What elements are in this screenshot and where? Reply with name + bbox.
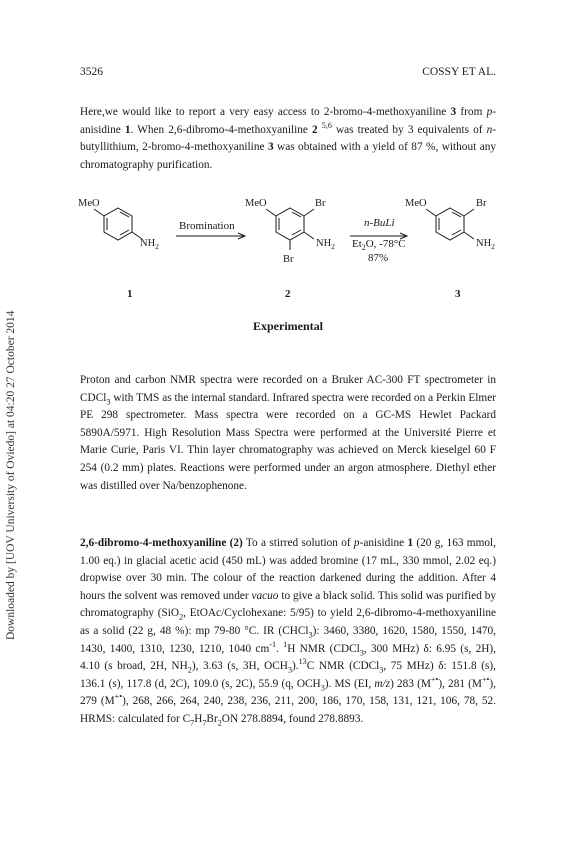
bromo-label: Br xyxy=(476,198,487,209)
benzene-ring-2 xyxy=(266,208,314,250)
procedure-title: 2,6-dibromo-4-methoxyaniline (2) xyxy=(80,537,243,549)
section-heading: Experimental xyxy=(253,319,323,333)
procedure-paragraph: 2,6-dibromo-4-methoxyaniline (2) To a stirred solution of p-anisidine 1 (20 g, 163 mmol, 1.00 eq.) in glacial acetic acid (450 mL) was added bromine (17 mL, 330 mmol, 2.02 eq.) dropwise over 30 min. The colour of the reaction darkened during the addition. After 4 hours the solvent was removed under vacuo to give a black solid. This solid was purified by chromatography (SiO$_2$, EtOAc/Cyclohexane: 5/95) to yield 2,6-dibromo-4-methoxyaniline as a solid (22 g, 48 %): mp 79-80 °C. IR (CHCl$_3$): 3460, 3380, 1620, 1580, 1550, 1470, 1430, 1400, 1310, 1230, 1210, 1040 $cm^{-1}$. $^1$H NMR (CDCl$_3$, 300 MHz) δ: 6.95 (s, 2H), 4.10 (s broad, 2H, $NH_2$), 3.63 (s, 3H, $OCH_3).^{13}C$ NMR (CDCl$_3$, 75 MHz) δ: 151.8 (s), 136.1 (s), 117.8 (d, 2C), 109.0 (s, 2C), 55.9 (q, $OCH_3$). MS (EI, m/z) 283 (M+•), 281 (M+•), 279 (M+•), 268, 266, 264, 240, 238, 236, 211, 200, 186, 170, 158, 131, 121, 106, 78, 52. HRMS: calculated for $C_7H_7Br_2ON$ 278.8894, found 278.8893. xyxy=(80,537,496,728)
methoxy-label: MeO xyxy=(245,198,267,209)
benzene-ring-3 xyxy=(426,208,474,240)
bromo-label: Br xyxy=(283,254,294,265)
running-head-authors: COSSY ET AL. xyxy=(422,66,496,78)
amine-label: $NH_2$ xyxy=(316,238,335,252)
intro-paragraph: Here,we would like to report a very easy access to 2-bromo-4-methoxyaniline 3 from p-anisidine 1. When 2,6-dibromo-4-methoxyaniline 2 $^{5,6}$ was treated by 3 equivalents of n-butyllithium, 2-bromo-4-methoxyaniline 3 was obtained with a yield of 87 %, without any chromatography purification. xyxy=(80,106,497,171)
amine-label: $NH_2$ xyxy=(140,238,159,252)
reaction-scheme xyxy=(80,192,496,312)
reagent-label: n-BuLi xyxy=(364,217,395,229)
benzene-ring-1 xyxy=(94,208,142,240)
download-watermark: Downloaded by [UOV University of Oviedo] at 04:20 27 October 2014 xyxy=(5,310,17,640)
conditions-label: $Et_2O$, -78°C xyxy=(352,238,406,253)
yield-label: 87% xyxy=(368,252,389,264)
compound-label-2: 2 xyxy=(285,288,291,300)
compound-label-1: 1 xyxy=(127,288,133,300)
methoxy-label: MeO xyxy=(405,198,427,209)
bromination-step-label: Bromination xyxy=(179,220,235,232)
amine-label: $NH_2$ xyxy=(476,238,495,252)
methoxy-label: MeO xyxy=(78,198,100,209)
compound-label-3: 3 xyxy=(455,288,461,300)
bromo-label: Br xyxy=(315,198,326,209)
page-number: 3526 xyxy=(80,66,103,78)
general-methods-paragraph: Proton and carbon NMR spectra were recorded on a Bruker AC-300 FT spectrometer in CDCl$_3$ with TMS as the internal standard. Infrared spectra were recorded on a Perkin Elmer PE 298 spectrometer. Mass spectra were recorded on a GC-MS Hewlet Packard 5890A/5971. High Resolution Mass Spectra were performed at the Université Pierre et Marie Curie, Paris VI. Thin layer chromatography was achieved on Merck kieselgel 60 F 254 (0.2 mm) plates. Reactions were performed under an argon atmosphere. Diethyl ether was distilled over Na/benzophenone. xyxy=(80,374,496,492)
